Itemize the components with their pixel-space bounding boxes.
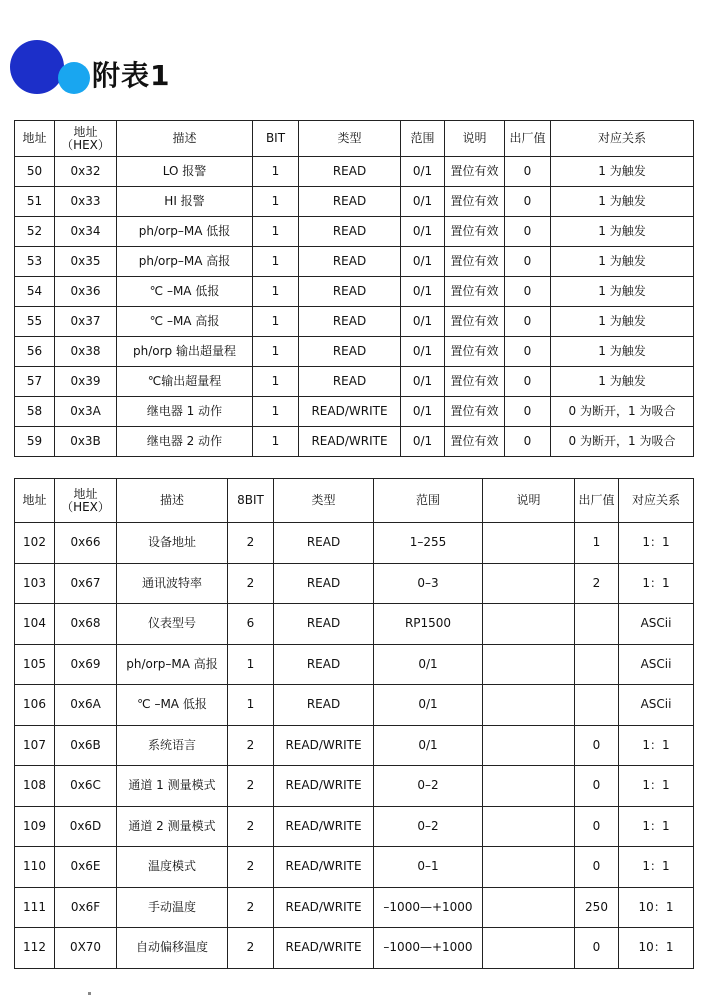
column-header: 地址（HEX） bbox=[55, 479, 117, 523]
table-cell: 0/1 bbox=[401, 247, 445, 277]
table-cell: HI 报警 bbox=[117, 187, 253, 217]
blue-circle-icon bbox=[10, 40, 64, 94]
column-header: 类型 bbox=[274, 479, 374, 523]
table-cell bbox=[483, 806, 575, 847]
table-cell: 0x6E bbox=[55, 847, 117, 888]
table-cell: 0x3A bbox=[55, 397, 117, 427]
table-cell: 0x6D bbox=[55, 806, 117, 847]
table-cell: 自动偏移温度 bbox=[117, 928, 228, 969]
table-cell: 2 bbox=[575, 563, 619, 604]
table-cell bbox=[575, 644, 619, 685]
table-cell: 0 bbox=[505, 157, 551, 187]
column-header: 范围 bbox=[374, 479, 483, 523]
table-cell: 1 bbox=[253, 397, 299, 427]
table-cell: 1 bbox=[228, 685, 274, 726]
column-header: BIT bbox=[253, 121, 299, 157]
table-row bbox=[15, 277, 694, 307]
table-row bbox=[15, 337, 694, 367]
table-cell bbox=[483, 604, 575, 645]
table-cell: ℃ –MA 低报 bbox=[117, 277, 253, 307]
table-cell: 104 bbox=[15, 604, 55, 645]
table-cell: 112 bbox=[15, 928, 55, 969]
table-cell: READ bbox=[299, 367, 401, 397]
table-cell: READ/WRITE bbox=[274, 928, 374, 969]
table-cell bbox=[483, 928, 575, 969]
table-cell: 置位有效 bbox=[445, 427, 505, 457]
table-cell: 仪表型号 bbox=[117, 604, 228, 645]
table-cell: 0 bbox=[505, 277, 551, 307]
table-cell: READ bbox=[299, 217, 401, 247]
table-cell: READ bbox=[274, 563, 374, 604]
table-cell: 0x36 bbox=[55, 277, 117, 307]
table-cell: 1 为触发 bbox=[551, 337, 694, 367]
table-cell: 1 bbox=[253, 367, 299, 397]
table-cell: 111 bbox=[15, 887, 55, 928]
table-cell: 1 为触发 bbox=[551, 367, 694, 397]
table-cell: 0/1 bbox=[374, 725, 483, 766]
table-cell: 置位有效 bbox=[445, 397, 505, 427]
table-cell: READ/WRITE bbox=[274, 806, 374, 847]
table-cell: LO 报警 bbox=[117, 157, 253, 187]
table-cell: 1：1 bbox=[619, 523, 694, 564]
table-cell: 通讯波特率 bbox=[117, 563, 228, 604]
table-cell: 0 bbox=[505, 247, 551, 277]
table-cell: 0–2 bbox=[374, 766, 483, 807]
table-row bbox=[15, 157, 694, 187]
register-table-bytes bbox=[14, 478, 694, 969]
column-header: 说明 bbox=[445, 121, 505, 157]
table-row bbox=[15, 725, 694, 766]
table-cell: READ bbox=[299, 277, 401, 307]
table-cell: 置位有效 bbox=[445, 307, 505, 337]
table-cell: 0x37 bbox=[55, 307, 117, 337]
table-cell: 55 bbox=[15, 307, 55, 337]
table-cell: 52 bbox=[15, 217, 55, 247]
table-row bbox=[15, 187, 694, 217]
scan-mark bbox=[88, 992, 91, 995]
table-cell: 56 bbox=[15, 337, 55, 367]
table-cell: 0/1 bbox=[401, 217, 445, 247]
column-header: 对应关系 bbox=[551, 121, 694, 157]
table-cell bbox=[483, 725, 575, 766]
table-cell: 54 bbox=[15, 277, 55, 307]
table-cell: 置位有效 bbox=[445, 217, 505, 247]
table-cell: 0/1 bbox=[401, 277, 445, 307]
table-cell: 0/1 bbox=[401, 187, 445, 217]
table-cell: 0x34 bbox=[55, 217, 117, 247]
table-cell: 2 bbox=[228, 766, 274, 807]
table-cell: 2 bbox=[228, 887, 274, 928]
table-cell: 0 bbox=[575, 847, 619, 888]
table-cell: 置位有效 bbox=[445, 337, 505, 367]
table-cell: 1 为触发 bbox=[551, 307, 694, 337]
table-cell bbox=[483, 523, 575, 564]
table-cell: 0/1 bbox=[374, 685, 483, 726]
table-cell: ASCii bbox=[619, 644, 694, 685]
table-cell: 110 bbox=[15, 847, 55, 888]
table-cell: 1 为触发 bbox=[551, 247, 694, 277]
table-cell: RP1500 bbox=[374, 604, 483, 645]
header-row bbox=[15, 479, 694, 523]
table-cell: 温度模式 bbox=[117, 847, 228, 888]
table-cell: 1：1 bbox=[619, 725, 694, 766]
table-cell: 57 bbox=[15, 367, 55, 397]
table-cell: ℃输出超量程 bbox=[117, 367, 253, 397]
table-cell: 53 bbox=[15, 247, 55, 277]
table-cell bbox=[483, 847, 575, 888]
table-cell: 0/1 bbox=[401, 367, 445, 397]
table-cell: 通道 2 测量模式 bbox=[117, 806, 228, 847]
register-table-bits bbox=[14, 120, 694, 457]
table-cell: 0x3B bbox=[55, 427, 117, 457]
table-cell: 1 bbox=[253, 157, 299, 187]
table-cell: READ bbox=[299, 187, 401, 217]
table-cell: 置位有效 bbox=[445, 367, 505, 397]
table-cell: 手动温度 bbox=[117, 887, 228, 928]
table-cell: 0 bbox=[505, 427, 551, 457]
page-title: 附表1 bbox=[92, 59, 171, 92]
table-cell: 2 bbox=[228, 806, 274, 847]
table-cell: 0–1 bbox=[374, 847, 483, 888]
column-header: 出厂值 bbox=[505, 121, 551, 157]
table-cell: 继电器 2 动作 bbox=[117, 427, 253, 457]
table-cell: 1 为触发 bbox=[551, 277, 694, 307]
column-header: 类型 bbox=[299, 121, 401, 157]
table-cell: 1 bbox=[253, 187, 299, 217]
table-cell: 107 bbox=[15, 725, 55, 766]
table-cell bbox=[483, 685, 575, 726]
table-cell: 0/1 bbox=[374, 644, 483, 685]
column-header: 8BIT bbox=[228, 479, 274, 523]
table-cell: READ bbox=[299, 337, 401, 367]
table-cell: 0x6A bbox=[55, 685, 117, 726]
table-cell bbox=[575, 604, 619, 645]
table-row bbox=[15, 806, 694, 847]
table-cell: –1000—+1000 bbox=[374, 928, 483, 969]
table-cell: 108 bbox=[15, 766, 55, 807]
table-cell: 继电器 1 动作 bbox=[117, 397, 253, 427]
table-cell: 0x6C bbox=[55, 766, 117, 807]
table-cell: 1 bbox=[253, 217, 299, 247]
table-cell: ph/orp–MA 高报 bbox=[117, 247, 253, 277]
table-cell: READ/WRITE bbox=[299, 427, 401, 457]
table-cell: 0–3 bbox=[374, 563, 483, 604]
table-cell: 0x32 bbox=[55, 157, 117, 187]
table-cell: ℃ –MA 高报 bbox=[117, 307, 253, 337]
column-header: 出厂值 bbox=[575, 479, 619, 523]
table-cell: 0x66 bbox=[55, 523, 117, 564]
table-row bbox=[15, 604, 694, 645]
table-cell: 1 bbox=[575, 523, 619, 564]
table-cell: READ/WRITE bbox=[274, 847, 374, 888]
table-cell: 通道 1 测量模式 bbox=[117, 766, 228, 807]
table-cell: 0/1 bbox=[401, 397, 445, 427]
table-cell: 58 bbox=[15, 397, 55, 427]
table-cell: 置位有效 bbox=[445, 277, 505, 307]
column-header: 描述 bbox=[117, 121, 253, 157]
table-cell: 0x68 bbox=[55, 604, 117, 645]
table-cell: READ/WRITE bbox=[274, 725, 374, 766]
table-cell bbox=[575, 685, 619, 726]
table-cell: 0 为断开，1 为吸合 bbox=[551, 427, 694, 457]
table-cell: 1 bbox=[228, 644, 274, 685]
table-row bbox=[15, 523, 694, 564]
table-cell: 1 为触发 bbox=[551, 157, 694, 187]
table-row bbox=[15, 644, 694, 685]
table-cell: 0 bbox=[505, 217, 551, 247]
table-row bbox=[15, 766, 694, 807]
table-cell: READ bbox=[299, 157, 401, 187]
table2-header bbox=[15, 479, 694, 523]
header-row bbox=[15, 121, 694, 157]
table-cell: 2 bbox=[228, 725, 274, 766]
table-cell: 0–2 bbox=[374, 806, 483, 847]
table-cell: READ/WRITE bbox=[274, 766, 374, 807]
table-cell: 1：1 bbox=[619, 847, 694, 888]
table-cell: 6 bbox=[228, 604, 274, 645]
table-cell: 0 bbox=[505, 187, 551, 217]
table-cell: 0/1 bbox=[401, 337, 445, 367]
table-cell: 0/1 bbox=[401, 157, 445, 187]
table-row bbox=[15, 847, 694, 888]
table-cell: READ bbox=[299, 307, 401, 337]
table-cell: 0X70 bbox=[55, 928, 117, 969]
column-header: 地址 bbox=[15, 479, 55, 523]
table-cell: 0x33 bbox=[55, 187, 117, 217]
table-row bbox=[15, 397, 694, 427]
table-cell: 0/1 bbox=[401, 427, 445, 457]
column-header: 对应关系 bbox=[619, 479, 694, 523]
table-cell: READ/WRITE bbox=[274, 887, 374, 928]
table-cell: READ bbox=[274, 604, 374, 645]
table-cell: 2 bbox=[228, 847, 274, 888]
table-cell: ph/orp–MA 高报 bbox=[117, 644, 228, 685]
table-cell: 1 bbox=[253, 307, 299, 337]
table-row bbox=[15, 685, 694, 726]
table-cell: 10：1 bbox=[619, 887, 694, 928]
table-cell: 0x67 bbox=[55, 563, 117, 604]
table-cell: 1–255 bbox=[374, 523, 483, 564]
table-cell: ℃ –MA 低报 bbox=[117, 685, 228, 726]
table-cell: 系统语言 bbox=[117, 725, 228, 766]
table-row bbox=[15, 367, 694, 397]
table-cell: 0x35 bbox=[55, 247, 117, 277]
table-cell bbox=[483, 887, 575, 928]
table-cell: 0x6F bbox=[55, 887, 117, 928]
table-row bbox=[15, 217, 694, 247]
table-cell: 0 bbox=[575, 766, 619, 807]
table-cell bbox=[483, 644, 575, 685]
column-header: 说明 bbox=[483, 479, 575, 523]
table-cell: 0 bbox=[505, 337, 551, 367]
table-cell: 103 bbox=[15, 563, 55, 604]
table-cell: ASCii bbox=[619, 685, 694, 726]
table-cell: ph/orp 输出超量程 bbox=[117, 337, 253, 367]
table-cell: 10：1 bbox=[619, 928, 694, 969]
table1-body bbox=[15, 157, 694, 457]
table-row bbox=[15, 928, 694, 969]
table-cell: READ/WRITE bbox=[299, 397, 401, 427]
table-row bbox=[15, 887, 694, 928]
table-cell: 0 bbox=[575, 928, 619, 969]
table-cell: 0x6B bbox=[55, 725, 117, 766]
table-cell: 置位有效 bbox=[445, 187, 505, 217]
table-cell: 1 bbox=[253, 277, 299, 307]
table-cell: 1：1 bbox=[619, 563, 694, 604]
table1-header bbox=[15, 121, 694, 157]
column-header: 描述 bbox=[117, 479, 228, 523]
table-cell: 2 bbox=[228, 523, 274, 564]
table-row bbox=[15, 427, 694, 457]
table-cell: 0x38 bbox=[55, 337, 117, 367]
table-cell: 置位有效 bbox=[445, 247, 505, 277]
table-cell: 105 bbox=[15, 644, 55, 685]
table-cell: READ bbox=[274, 644, 374, 685]
table-cell: READ bbox=[274, 523, 374, 564]
table-cell: 51 bbox=[15, 187, 55, 217]
table-cell: 1 bbox=[253, 247, 299, 277]
table-cell: 1 bbox=[253, 337, 299, 367]
table-cell: 1：1 bbox=[619, 766, 694, 807]
table-cell: 2 bbox=[228, 928, 274, 969]
table-cell: 1 为触发 bbox=[551, 187, 694, 217]
table-cell: 0x39 bbox=[55, 367, 117, 397]
table-cell: 250 bbox=[575, 887, 619, 928]
table-cell: ASCii bbox=[619, 604, 694, 645]
column-header: 范围 bbox=[401, 121, 445, 157]
table-cell: ph/orp–MA 低报 bbox=[117, 217, 253, 247]
table-cell: READ bbox=[299, 247, 401, 277]
table-cell: 0 bbox=[505, 367, 551, 397]
table-cell: 置位有效 bbox=[445, 157, 505, 187]
table-cell: 1 为触发 bbox=[551, 217, 694, 247]
table2-body bbox=[15, 523, 694, 969]
table-cell: 50 bbox=[15, 157, 55, 187]
table-row bbox=[15, 563, 694, 604]
table-cell: –1000—+1000 bbox=[374, 887, 483, 928]
light-blue-circle-icon bbox=[58, 62, 90, 94]
table-row bbox=[15, 247, 694, 277]
table-cell: 0/1 bbox=[401, 307, 445, 337]
table-cell: READ bbox=[274, 685, 374, 726]
table-cell: 0 bbox=[575, 725, 619, 766]
table-cell: 0 bbox=[575, 806, 619, 847]
table-cell: 102 bbox=[15, 523, 55, 564]
table-cell bbox=[483, 766, 575, 807]
table-cell: 1：1 bbox=[619, 806, 694, 847]
table-row bbox=[15, 307, 694, 337]
table-cell: 0x69 bbox=[55, 644, 117, 685]
table-cell: 2 bbox=[228, 563, 274, 604]
column-header: 地址（HEX） bbox=[55, 121, 117, 157]
table-cell: 59 bbox=[15, 427, 55, 457]
table-cell: 106 bbox=[15, 685, 55, 726]
table-cell: 0 bbox=[505, 307, 551, 337]
page-header bbox=[10, 38, 230, 98]
table-cell: 0 bbox=[505, 397, 551, 427]
table-cell: 109 bbox=[15, 806, 55, 847]
column-header: 地址 bbox=[15, 121, 55, 157]
table-cell: 1 bbox=[253, 427, 299, 457]
table-cell: 0 为断开，1 为吸合 bbox=[551, 397, 694, 427]
table-cell bbox=[483, 563, 575, 604]
table-cell: 设备地址 bbox=[117, 523, 228, 564]
